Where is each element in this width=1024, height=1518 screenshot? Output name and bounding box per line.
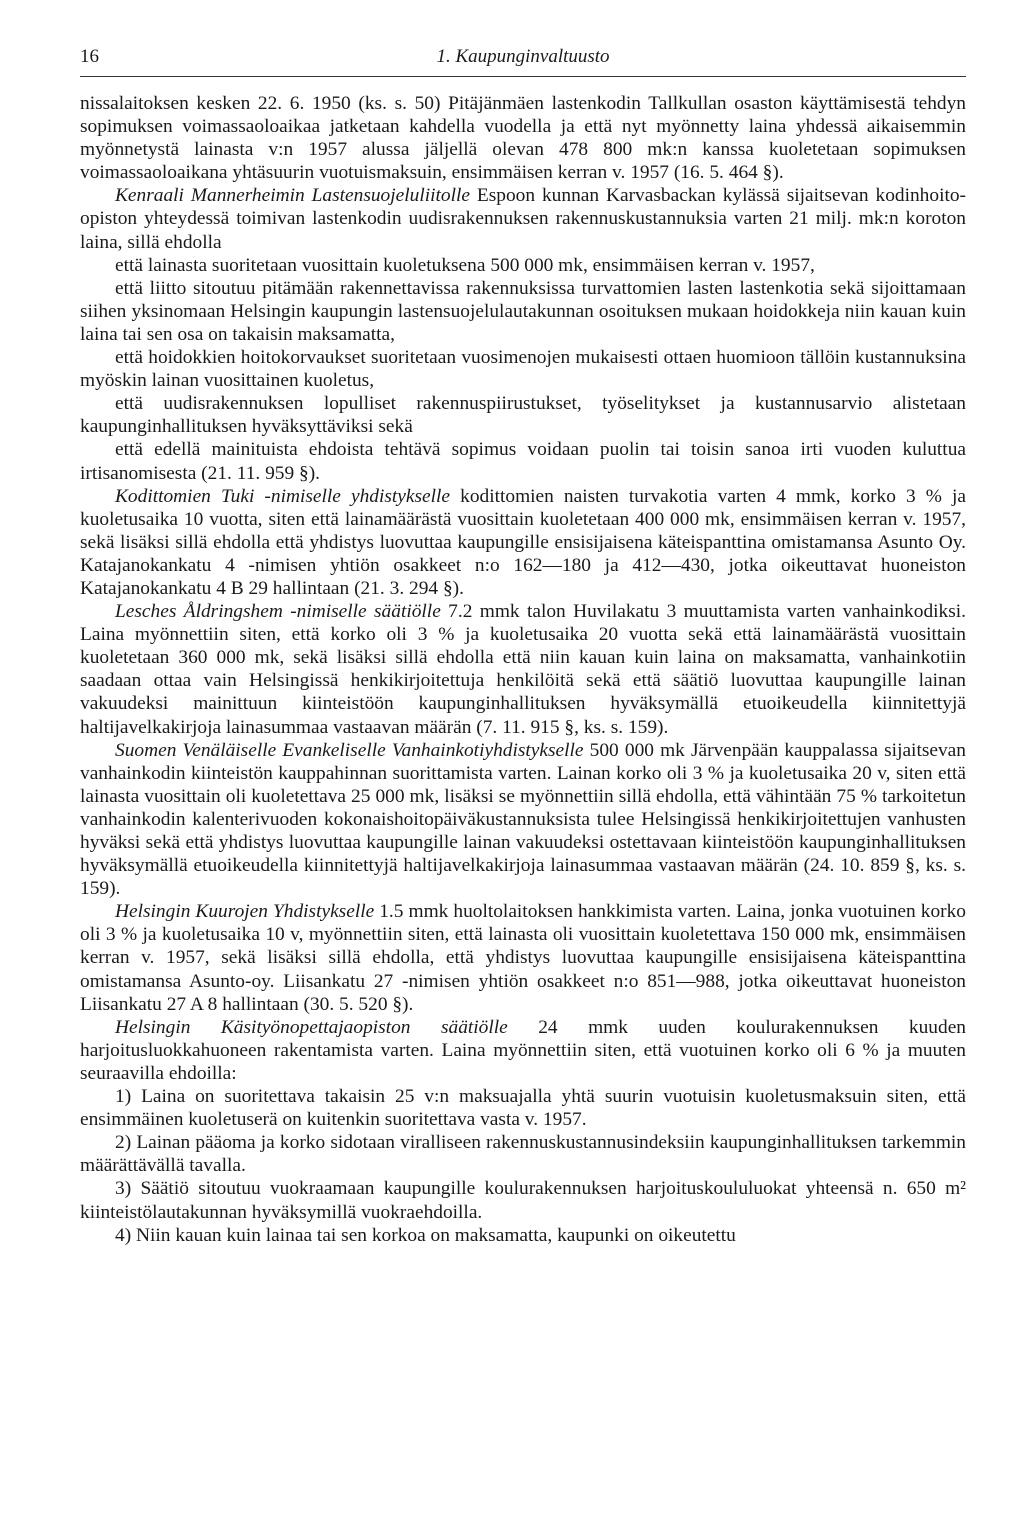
recipient-name: Helsingin Kuurojen Yhdistykselle: [115, 901, 375, 923]
body-text: [80, 92, 966, 1247]
paragraph-p5: [80, 346, 966, 392]
paragraph-p9: [80, 600, 966, 739]
paragraph-p3: [80, 254, 966, 277]
header-rule: [80, 76, 966, 77]
paragraph-text: kodittomien naisten turvakotia varten 4 mmk, korko 3 % ja kuoletusaika 10 vuotta, siten että lainamäärästä vuosittain kuoletetaan 400 000 mk, ensimmäisen kerran v. 1957, sekä lisäksi sillä ehdolla että yhdistys luovuttaa kaupungille ensisijaisena käteispanttina omistamansa Asunto Oy. Katajanokankatu 4 -nimisen yhtiön osakkeet n:o 162—180 ja 412—430, jotka oikeuttavat huoneiston Katajanokankatu 4 B 29 hallintaan (21. 3. 294 §).: [80, 485, 966, 599]
paragraph-p12: [80, 1016, 966, 1085]
paragraph-p13: [80, 1085, 966, 1131]
paragraph-p16: [80, 1224, 966, 1247]
paragraph-p6: [80, 392, 966, 438]
paragraph-text: että edellä mainituista ehdoista tehtävä sopimus voidaan puolin tai toisin sanoa irti vuoden kuluttua irtisanomisesta (21. 11. 959 §).: [80, 439, 966, 484]
paragraph-text: 24 mmk uuden koulurakennuksen kuuden harjoitusluokkahuoneen rakentamista varten. Laina myönnettiin siten, että vuotuinen korko oli 6 % ja muuten seuraavilla ehdoilla:: [80, 1016, 966, 1084]
recipient-name: Kodittomien Tuki -nimiselle yhdistykselle: [115, 485, 451, 507]
paragraph-text: Espoon kunnan Karvasbackan kylässä sijaitsevan kodinhoito-opiston yhteydessä toimivan lastenkodin uudisrakennuksen rakennuskustannuksia varten 21 milj. mk:n koroton laina, sillä ehdolla: [80, 185, 966, 253]
paragraph-p14: [80, 1131, 966, 1177]
paragraph-text: nissalaitoksen kesken 22. 6. 1950 (ks. s. 50) Pitäjänmäen lastenkodin Tallkullan osaston käyttämisestä tehdyn sopimuksen voimassaoloaikaa jatketaan kahdella vuodella ja että nyt myönnetty laina yhdessä aikaisemmin myönnetystä lainasta v:n 1957 alussa jäljellä olevan 478 800 mk:n kanssa kuoletetaan sopimuksen voimassaoloaikana yhtäsuurin vuotuismaksuin, ensimmäisen kerran v. 1957 (16. 5. 464 §).: [80, 93, 966, 184]
paragraph-text: 7.2 mmk talon Huvilakatu 3 muuttamista varten vanhainkodiksi. Laina myönnettiin siten, että korko oli 3 % ja kuoletusaika 20 vuotta sekä että lainamäärästä vuosittain kuoletetaan 360 000 mk, sekä lisäksi sillä ehdolla että niin kauan kuin laina on maksamatta, vanhainkotiin saadaan ottaa vain Helsingissä henkikirjoitettuja henkilöitä sekä että säätiö luovuttaa kaupungille lainan vakuudeksi mainittuun kiinteistöön kaupunginhallituksen hyväksymällä etuoikeudella kiinnitettyjä haltijavelkakirjoja lainasummaa vastaavan määrän (7. 11. 915 §, ks. s. 159).: [80, 601, 966, 738]
paragraph-text: 3) Säätiö sitoutuu vuokraamaan kaupungille koulurakennuksen harjoituskoululuokat yhteensä n. 650 m² kiinteistölautakunnan hyväksymillä vuokraehdoilla.: [80, 1178, 966, 1223]
paragraph-text: 4) Niin kauan kuin lainaa tai sen korkoa on maksamatta, kaupunki on oikeutettu: [115, 1224, 736, 1246]
paragraph-text: 1) Laina on suoritettava takaisin 25 v:n maksuajalla yhtä suurin vuotuisin kuoletusmaksuin siten, että ensimmäinen kuoletuserä on kuitenkin suoritettava vasta v. 1957.: [80, 1086, 966, 1131]
paragraph-p4: [80, 277, 966, 346]
paragraph-text: että liitto sitoutuu pitämään rakennettavissa rakennuksissa turvattomien lasten lastenkotia sekä sijoittamaan siihen yksinomaan Helsingin kaupungin lastensuojelulautakunnan osoituksen mukaan hoidokkeja niin kauan kuin laina tai sen osa on takaisin maksamatta,: [80, 277, 966, 345]
paragraph-text: 1.5 mmk huoltolaitoksen hankkimista varten. Laina, jonka vuotuinen korko oli 3 % ja kuoletusaika 10 v, myönnettiin siten, että lainasta oli vuosittain kuoletettava 150 000 mk, ensimmäisen kerran v. 1957, sekä lisäksi sillä ehdolla, että yhdistys luovuttaa kaupungille ensisijaisena käteispanttina omistamansa Asunto-oy. Liisankatu 27 -nimisen yhtiön osakkeet n:o 851—988, jotka oikeuttavat huoneiston Liisankatu 27 A 8 hallintaan (30. 5. 520 §).: [80, 901, 966, 1015]
paragraph-p10: [80, 739, 966, 901]
page-number: 16: [80, 46, 99, 67]
paragraph-text: 2) Lainan pääoma ja korko sidotaan viralliseen rakennuskustannusindeksiin kaupunginhallituksen tarkemmin määrättävällä tavalla.: [80, 1132, 966, 1177]
recipient-name: Kenraali Mannerheimin Lastensuojeluliitolle: [115, 185, 470, 207]
paragraph-p8: [80, 485, 966, 600]
recipient-name: Helsingin Käsityönopettajaopiston säätiölle: [115, 1016, 508, 1038]
page-header: [80, 46, 966, 74]
paragraph-p11: [80, 900, 966, 1015]
paragraph-text: 500 000 mk Järvenpään kauppalassa sijaitsevan vanhainkodin kiinteistön kauppahinnan suorittamista varten. Lainan korko oli 3 % ja kuoletusaika 20 v, siten että lainasta vuosittain oli kuoletettava 25 000 mk, lisäksi se myönnettiin sillä ehdolla, että vähintään 75 % tarkoitetun vanhainkodin kalenterivuoden kokonaishoitopäiväkustannuksista tulee Helsingissä henkikirjoitettujen vanhusten hyväksi sekä että yhdistys luovuttaa kaupungille lainan vakuudeksi ostettavaan kiinteistöön kaupunginhallituksen hyväksymällä etuoikeudella kiinnitettyjä haltijavelkakirjoja lainasummaa vastaavan määrän (24. 10. 859 §, ks. s. 159).: [80, 739, 966, 900]
recipient-name: Lesches Åldringshem -nimiselle säätiölle: [115, 601, 441, 623]
paragraph-text: että hoidokkien hoitokorvaukset suoritetaan vuosimenojen mukaisesti ottaen huomioon tällöin kustannuksina myöskin lainan vuosittainen kuoletus,: [80, 347, 966, 392]
running-title: 1. Kaupunginvaltuusto: [436, 46, 610, 67]
recipient-name: Suomen Venäläiselle Evankeliselle Vanhainkotiyhdistykselle: [115, 739, 584, 761]
paragraph-text: että lainasta suoritetaan vuosittain kuoletuksena 500 000 mk, ensimmäisen kerran v. 1957,: [115, 254, 815, 276]
paragraph-p15: [80, 1177, 966, 1223]
paragraph-p1: [80, 92, 966, 184]
paragraph-text: että uudisrakennuksen lopulliset rakennuspiirustukset, työselitykset ja kustannusarvio alistetaan kaupunginhallituksen hyväksyttäviksi sekä: [80, 393, 966, 438]
paragraph-p2: [80, 184, 966, 253]
paragraph-p7: [80, 438, 966, 484]
